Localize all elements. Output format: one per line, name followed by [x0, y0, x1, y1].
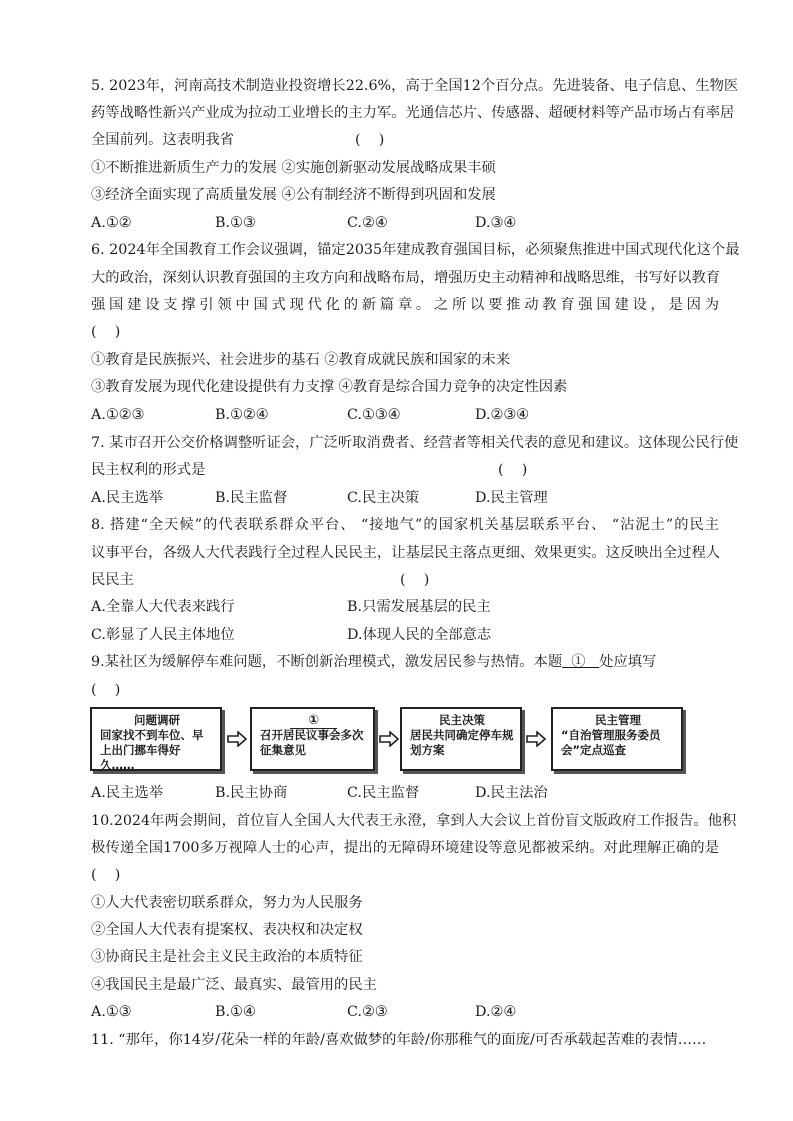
flow-step-2: [250, 707, 375, 771]
q6-answer-bracket: ( ): [91, 324, 121, 340]
q5-option-c: C.②④: [347, 215, 388, 231]
q6-line-2: 大的政治，深刻认识教育强国的主攻方向和战略布局，增强历史主动精神和战略思维，书写好以教育: [91, 270, 721, 286]
q9-text-a: 9.某社区为缓解停车难问题，不断创新治理模式，激发居民参与热情。本题: [91, 654, 563, 670]
q5-statements-1: ①不断推进新质生产力的发展 ②实施创新驱动发展战略成果丰硕: [91, 160, 496, 176]
q10-option-a: A.①③: [91, 1004, 132, 1020]
q5-option-b: B.①③: [215, 215, 256, 231]
arrow-right-icon: [227, 731, 247, 747]
q6-option-b: B.①②④: [215, 407, 269, 423]
q9-line-1: [91, 652, 656, 672]
q8-line-1: 8. 搭建“全天候”的代表联系群众平台、 “接地气”的国家机关基层联系平台、 “沾泥土”的民主: [91, 517, 719, 533]
q9-option-c: C.民主监督: [347, 785, 420, 801]
q7-option-a: A.民主选举: [91, 490, 164, 506]
q10-statement-2: ②全国人大代表有提案权、表决权和决定权: [91, 922, 363, 938]
q8-option-c: C.彰显了人民主体地位: [91, 627, 235, 643]
q6-option-a: A.①②③: [91, 407, 145, 423]
q7-option-d: D.民主管理: [475, 490, 548, 506]
flow-step-4: [551, 707, 683, 771]
q8-line-2: 议事平台，各级人大代表践行全过程人民民主，让基层民主落点更细、效果更实。这反映出全过程人: [91, 545, 721, 561]
q7-option-c: C.民主决策: [347, 490, 420, 506]
q9-option-b: B.民主协商: [215, 785, 288, 801]
flow-step-2-desc: 召开居民议事会多次征集意见: [260, 728, 364, 757]
q8-option-d: D.体现人民的全部意志: [347, 627, 492, 643]
q5-option-a: A.①②: [91, 215, 132, 231]
flow-step-1-title: 问题调研: [134, 713, 180, 727]
q10-option-d: D.②④: [475, 1004, 517, 1020]
q9-answer-bracket: ( ): [91, 682, 121, 698]
q5-line-3: 全国前列。这表明我省: [91, 132, 234, 148]
q9-option-d: D.民主法治: [475, 785, 548, 801]
q9-text-b: 处应填写: [599, 654, 657, 670]
flow-step-1: [90, 707, 222, 771]
q10-statement-4: ④我国民主是最广泛、最真实、最管用的民主: [91, 977, 377, 993]
q10-statement-1: ①人大代表密切联系群众，努力为人民服务: [91, 895, 363, 911]
q6-option-c: C.①③④: [347, 407, 401, 423]
q8-answer-bracket: ( ): [400, 572, 430, 588]
q7-line-2: 民主权利的形式是: [91, 462, 206, 478]
q6-line-1: 6. 2024年全国教育工作会议强调，锚定2035年建成教育强国目标，必须聚焦推进中国式现代化这个最: [91, 242, 740, 258]
flow-step-4-title: 民主管理: [595, 713, 641, 727]
q5-option-d: D.③④: [475, 215, 517, 231]
q5-answer-bracket: ( ): [355, 132, 385, 148]
q9-option-a: A.民主选举: [91, 785, 164, 801]
arrow-right-icon: [379, 731, 399, 747]
flow-step-1-desc: 回家找不到车位、早上出门挪车得好久……: [100, 728, 204, 772]
q6-option-d: D.②③④: [475, 407, 529, 423]
q6-line-3: 强国建设支撑引领中国式现代化的新篇章。之所以要推动教育强国建设，是因为: [91, 297, 719, 313]
q5-line-2: 药等战略性新兴产业成为拉动工业增长的主力军。光通信芯片、传感器、超硬材料等产品市场占有率居: [91, 105, 735, 121]
q10-answer-bracket: ( ): [91, 867, 121, 883]
q10-line-2: 极传递全国1700多万视障人士的心声，提出的无障碍环境建设等意见都被采纳。对此理解正确的是: [91, 840, 719, 856]
flow-step-3-title: 民主决策: [439, 713, 485, 727]
q7-line-1: 7. 某市召开公交价格调整听证会，广泛听取消费者、经营者等相关代表的意见和建议。这体现公民行使: [91, 435, 739, 451]
q8-option-a: A.全靠人大代表来践行: [91, 599, 235, 615]
q10-option-b: B.①④: [215, 1004, 256, 1020]
q6-statements-2: ③教育发展为现代化建设提供有力支撑 ④教育是综合国力竞争的决定性因素: [91, 379, 568, 395]
q7-answer-bracket: ( ): [498, 462, 528, 478]
q11-line-1: 11. “那年，你14岁/花朵一样的年龄/喜欢做梦的年龄/你那稚气的面庞/可否承载起苦难的表情……: [91, 1032, 707, 1048]
q9-blank: ①: [562, 654, 600, 670]
q8-option-b: B.只需发展基层的民主: [347, 599, 491, 615]
q5-line-1: 5. 2023年，河南高技术制造业投资增长22.6%，高于全国12个百分点。先进装备、电子信息、生物医: [91, 78, 739, 94]
q10-option-c: C.②③: [347, 1004, 388, 1020]
q5-statements-2: ③经济全面实现了高质量发展 ④公有制经济不断得到巩固和发展: [91, 187, 496, 203]
q10-line-1: 10.2024年两会期间，首位盲人全国人大代表王永澄，拿到人大会议上首份盲文版政府工作报告。他积: [91, 813, 737, 829]
flow-step-2-title: ①: [260, 713, 367, 728]
q7-option-b: B.民主监督: [215, 490, 288, 506]
flow-step-3: [400, 707, 522, 771]
flow-step-4-desc: “自治管理服务委员会”定点巡查: [561, 728, 661, 757]
q8-line-3: 民民主: [91, 572, 134, 588]
flow-step-3-desc: 居民共同确定停车规划方案: [410, 728, 514, 757]
q6-statements-1: ①教育是民族振兴、社会进步的基石 ②教育成就民族和国家的未来: [91, 352, 511, 368]
arrow-right-icon: [526, 731, 546, 747]
q10-statement-3: ③协商民主是社会主义民主政治的本质特征: [91, 949, 363, 965]
